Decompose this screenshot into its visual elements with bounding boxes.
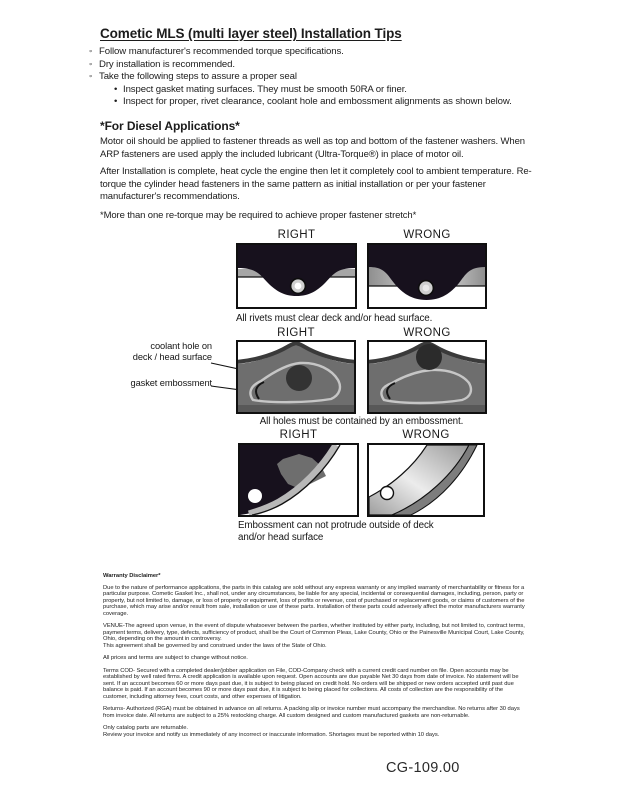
rivet-right-graphic (238, 245, 355, 307)
diagram-rivet-right (236, 243, 357, 309)
warranty-venue-governing: This agreement shall be governed by and construed under the laws of the State of Ohio. (103, 642, 327, 649)
tip-sub-item: • Inspect gasket mating surfaces. They must be smooth 50RA or finer. (89, 84, 549, 97)
warranty-catalog-line: Only catalog parts are returnable. (103, 725, 189, 731)
warranty-para-catalog (103, 725, 525, 738)
coolant-hole-annotation (100, 341, 212, 362)
tip-item: ◦ Follow manufacturer's recommended torque specifications. (89, 46, 549, 59)
warranty-para-disclaimer: Due to the nature of performance applications, the parts in this catalog are sold without any express warranty or any implied warranty of merchantability or fitness for a particular purpose. Cometic Gasket Inc., shall not, under any circumstances, be liable for any special, incidental or consequential damages, including, person, party or property, but not limited to, damage, or loss of property or equipment, loss of profits or revenue, cost of purchased or replacement goods, or claims of customers of the purchase, which may arise and/or result from sale, installation or use of these parts. Installation of these parts could adversely affect the motor manufacturers warranty coverage. (103, 584, 525, 617)
coolant-wrong-graphic (369, 342, 485, 412)
diesel-heading: *For Diesel Applications* (100, 119, 240, 133)
diagram-embossment-right (238, 443, 359, 517)
coolant-hole-annotation-line2: deck / head surface (132, 351, 212, 362)
row1-right-label: RIGHT (277, 229, 316, 241)
diesel-note: *More than one re-torque may be required to achieve proper fastener stretch* (100, 210, 417, 221)
rivet-wrong-graphic (369, 245, 485, 307)
diesel-para-2: After Installation is complete, heat cycle the engine then let it completely cool to ambient temperature. Re-torque the cylinder head fasteners in the same pattern as initial installation or per your fastener manufacturer's recommendations. (100, 166, 532, 203)
diagram-embossment-wrong (367, 443, 485, 517)
diagram-caption-embossment: Embossment can not protrude outside of deck and/or head surface (238, 520, 434, 543)
page-code: CG-109.00 (386, 760, 460, 776)
coolant-hole-annotation-line1: coolant hole on (150, 341, 212, 351)
warranty-para-venue (103, 623, 525, 649)
row2-right-label: RIGHT (277, 327, 315, 339)
embossment-wrong-graphic (369, 445, 483, 515)
diesel-para-1: Motor oil should be applied to fastener threads as well as top and bottom of the fastener washers. When ARP fasteners are used apply the included lubricant (Ultra-Torque®) in place of motor oil. (100, 136, 525, 160)
row3-right-label: RIGHT (279, 429, 318, 441)
gasket-embossment-annotation: gasket embossment (130, 378, 212, 388)
tip-item: ◦ Dry installation is recommended. (89, 59, 549, 72)
warranty-para-returns: Returns- Authorized (RGA) must be obtained in advance on all returns. A packing slip or invoice number must accompany the merchandise. No returns after 30 days from invoice date. All returns are subject to a 25% restocking charge. All custom designed and custom manufactured gaskets are non-returnable. (103, 706, 520, 719)
tip-item: ◦ Take the following steps to assure a proper seal (89, 71, 549, 84)
diagram-coolant-right (236, 340, 356, 414)
coolant-right-graphic (238, 342, 354, 412)
tips-list (89, 46, 549, 109)
diagram-coolant-wrong (367, 340, 487, 414)
warranty-review-line: Review your invoice and notify us immediately of any incorrect or inaccurate information. Shortages must be reported within 10 days. (103, 731, 440, 738)
warranty-para-prices: All prices and terms are subject to change without notice. (103, 655, 248, 661)
row2-wrong-label: WRONG (403, 327, 451, 339)
warranty-section (103, 573, 525, 744)
tip-sub-item: • Inspect for proper, rivet clearance, coolant hole and embossment alignments as shown below. (89, 96, 549, 109)
diagram-rivet-wrong (367, 243, 487, 309)
row3-wrong-label: WRONG (402, 429, 450, 441)
doc-title: Cometic MLS (multi layer steel) Installation Tips (100, 26, 402, 41)
diagram-caption-rivets: All rivets must clear deck and/or head surface. (236, 313, 433, 324)
diagram-caption-holes: All holes must be contained by an embossment. (259, 416, 464, 427)
row1-wrong-label: WRONG (403, 229, 451, 241)
warranty-heading: Warranty Disclaimer* (103, 573, 161, 579)
warranty-venue-main: VENUE-The agreed upon venue, in the event of dispute whatsoever between the parties, whether instituted by either party, including, but not limited to, contract terms, payment terms, delivery, type, defects, sufficiency of product, shall be the Court of Common Pleas, Lake County, Ohio or the Painesville Municipal Court, Lake County, Ohio, depending on the amount in controversy. (103, 623, 525, 642)
warranty-para-terms: Terms COD- Secured with a completed dealer/jobber application on File, COD-Company check with a current credit card number on file. Open accounts may be established by well rated firms. A credit application is available upon request. Open accounts are due payable Net 30 days from date of invoice. No statement will be sent. If an account becomes 60 or more days past due, it is subject to being placed on credit hold. No orders will be shipped or new orders accepted until past due balance is paid. If an account becomes 90 or more days past due, it is subject to being placed for collections. All costs of collection are the responsibility of the customer, including attorney fees, court costs, and other expenses of litigation. (103, 667, 519, 700)
embossment-right-graphic (240, 445, 357, 515)
